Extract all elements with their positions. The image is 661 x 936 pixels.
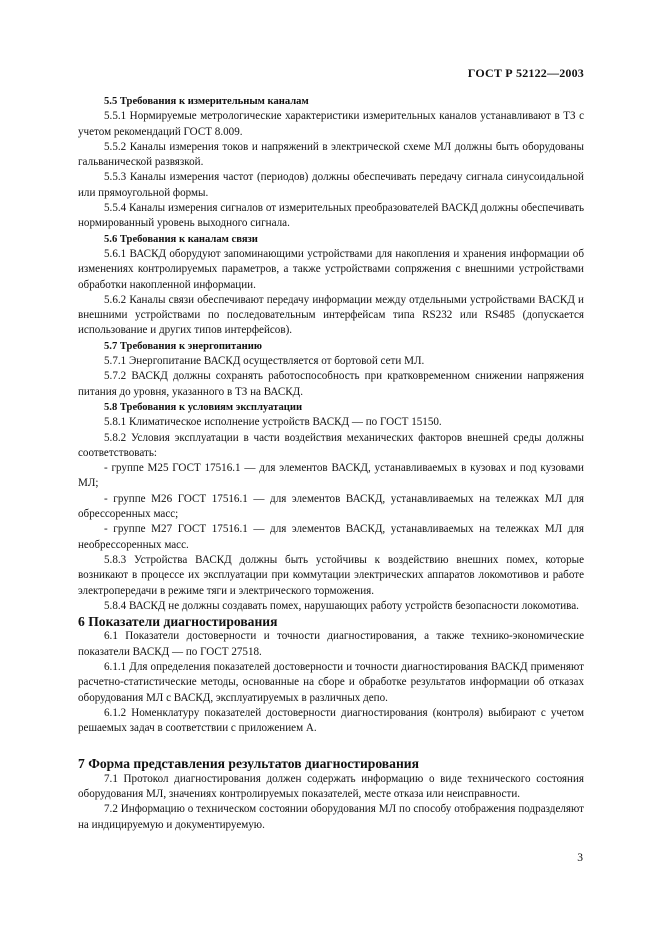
subsection-heading: 5.6 Требования к каналам связи [104,233,258,245]
list-item: - группе М26 ГОСТ 17516.1 — для элементов ВАСКД, устанавливаемых на тележках МЛ для обрессоренных масс; [78,492,584,521]
paragraph: 6.1 Показатели достоверности и точности диагностирования, а также технико-экономические показатели ВАСКД — по ГОСТ 27518. [78,630,584,658]
section-heading: 7 Форма представления результатов диагностирования [78,756,419,772]
paragraph: 5.8.2 Условия эксплуатации в части воздействия механических факторов внешней среды должны соответствовать: [78,431,584,459]
paragraph: 5.6.1 ВАСКД оборудуют запоминающими устройствами для накопления и хранения информации об изменениях контролируемых параметров, а также устройствами сопряжения с внешними устройствами обработки накопленной информации. [78,247,584,291]
paragraph: 5.5.2 Каналы измерения токов и напряжений в электрической схеме МЛ должны быть оборудованы гальванической развязкой. [78,140,584,169]
paragraph: 5.8.3 Устройства ВАСКД должны быть устойчивы к воздействию внешних помех, которые возникают в процессе их эксплуатации при коммутации электрических аппаратов локомотивов и работе электропередачи в режиме тяги и электрического торможения. [78,553,584,597]
paragraph: 5.5.1 Нормируемые метрологические характеристики измерительных каналов устанавливают в ТЗ с учетом рекомендаций ГОСТ 8.009. [78,110,584,138]
page-number: 3 [577,852,583,864]
subsection-heading: 5.8 Требования к условиям эксплуатации [104,401,303,413]
list-item: - группе М27 ГОСТ 17516.1 — для элементов ВАСКД, устанавливаемых на тележках МЛ для необрессоренных масс. [78,523,584,551]
section-heading: 6 Показатели диагностирования [78,614,278,630]
list-item: - группе М25 ГОСТ 17516.1 — для элементов ВАСКД, устанавливаемых в кузовах и под кузовами МЛ; [78,462,584,490]
paragraph: 5.7.2 ВАСКД должны сохранять работоспособность при кратковременном снижении напряжения питания до уровня, указанного в ТЗ на ВАСКД. [78,370,584,398]
document-number-header: ГОСТ Р 52122—2003 [467,66,584,80]
paragraph: 7.1 Протокол диагностирования должен содержать информацию о виде технического состояния оборудования МЛ, значениях контролируемых показателей, месте отказа или неисправности. [78,772,584,801]
paragraph: 7.2 Информацию о техническом состоянии оборудования МЛ по способу отображения подразделяют на индицируемую и документируемую. [78,803,584,831]
paragraph: 6.1.2 Номенклатуру показателей достоверности диагностирования (контроля) выбирают с учетом решаемых задач в соответствии с приложением А. [78,706,584,735]
paragraph: 5.8.1 Климатическое исполнение устройств ВАСКД — по ГОСТ 15150. [104,416,442,429]
paragraph: 5.8.4 ВАСКД не должны создавать помех, нарушающих работу устройств безопасности локомотива. [104,599,579,612]
paragraph: 5.5.4 Каналы измерения сигналов от измерительных преобразователей ВАСКД должны обеспечивать нормированный уровень выходного сигнала. [78,202,584,230]
paragraph: 5.6.2 Каналы связи обеспечивают передачу информации между отдельными устройствами ВАСКД и внешними устройствами по последовательным интерфейсам типа RS232 или RS485 (допускается использование и других типов интерфейсов). [78,293,584,337]
document-body [78,94,584,833]
subsection-heading: 5.5 Требования к измерительным каналам [104,96,309,107]
paragraph: 6.1.1 Для определения показателей достоверности и точности диагностирования ВАСКД применяют расчетно-статистические методы, основанные на сборе и обработке результатов информации об отказах оборудования МЛ с ВАСКД, эксплуатируемых в различных депо. [78,660,584,704]
paragraph: 5.7.1 Энергопитание ВАСКД осуществляется от бортовой сети МЛ. [104,355,425,368]
subsection-heading: 5.7 Требования к энергопитанию [104,340,262,352]
paragraph: 5.5.3 Каналы измерения частот (периодов) должны обеспечивать передачу сигнала синусоидальной или прямоугольной формы. [78,171,584,199]
